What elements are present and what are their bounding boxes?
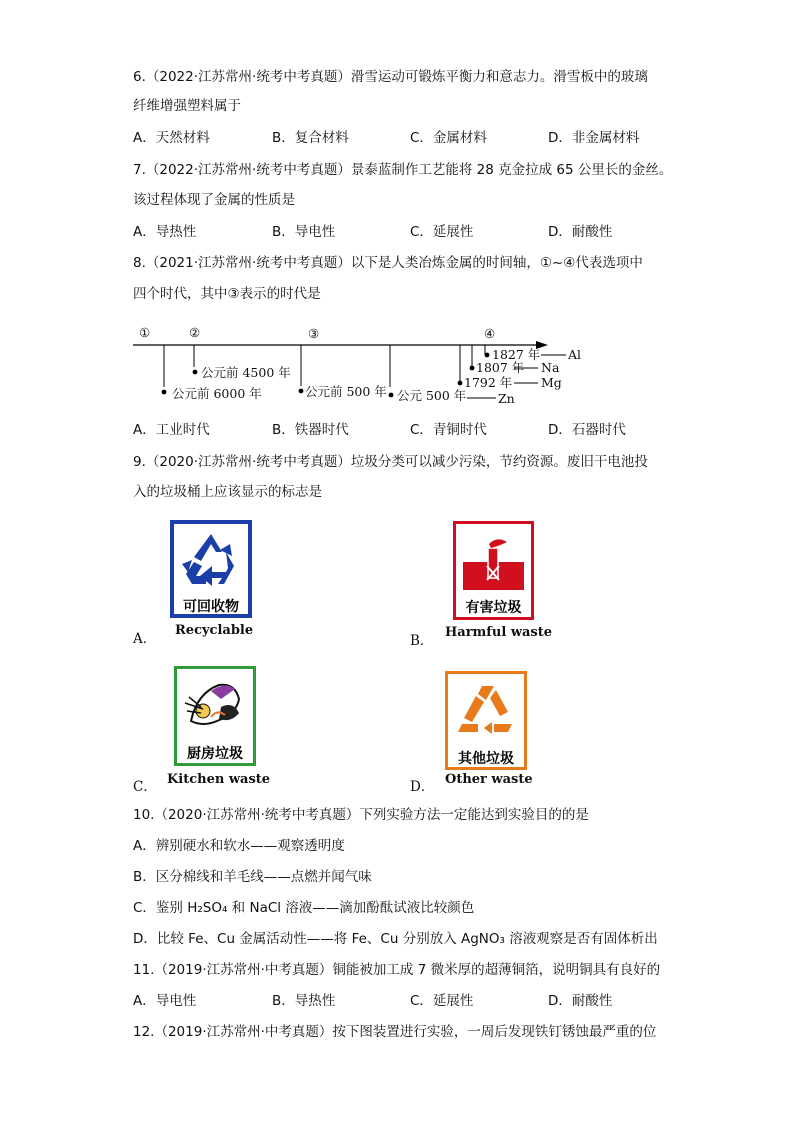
q11-option-b[interactable]: B．导热性 bbox=[272, 993, 336, 1009]
q9-option-a[interactable]: A． bbox=[133, 631, 157, 647]
timeline-metal-al: Al bbox=[568, 347, 582, 362]
sign-recyclable[interactable] bbox=[170, 520, 252, 618]
timeline-metal-na: Na bbox=[541, 360, 560, 375]
q8-option-d[interactable]: D．石器时代 bbox=[548, 422, 626, 438]
q10-option-a[interactable]: A．辨别硬水和软水——观察透明度 bbox=[133, 838, 345, 854]
sign-harmful[interactable] bbox=[453, 521, 534, 620]
q6-option-d[interactable]: D．非金属材料 bbox=[548, 130, 640, 146]
q8-option-c[interactable]: C．青铜时代 bbox=[410, 422, 487, 438]
sign-other[interactable] bbox=[445, 671, 527, 770]
timeline-metal-zn: Zn bbox=[498, 391, 515, 406]
q6-option-a[interactable]: A．天然材料 bbox=[133, 130, 210, 146]
timeline-lines bbox=[0, 0, 794, 420]
sign-recyclable-en: Recyclable bbox=[175, 623, 254, 638]
other-waste-icon bbox=[448, 682, 524, 744]
q10-stem: 10.（2020·江苏常州·统考中考真题）下列实验方法一定能达到实验目的的是 bbox=[133, 807, 589, 823]
q8-stem-line2: 四个时代，其中③表示的时代是 bbox=[133, 286, 321, 302]
q6-stem-line2: 纤维增强塑料属于 bbox=[133, 98, 241, 114]
sign-kitchen-en: Kitchen waste bbox=[167, 772, 271, 787]
q9-option-c[interactable]: C． bbox=[133, 779, 157, 795]
q8-option-a[interactable]: A．工业时代 bbox=[133, 422, 210, 438]
q8-option-b[interactable]: B．铁器时代 bbox=[272, 422, 349, 438]
sign-other-en: Other waste bbox=[445, 772, 533, 787]
sign-harmful-en: Harmful waste bbox=[445, 625, 553, 640]
timeline-year-1827: 1827 年 bbox=[492, 347, 541, 362]
q6-option-c[interactable]: C．金属材料 bbox=[410, 130, 487, 146]
q7-option-c[interactable]: C．延展性 bbox=[410, 224, 474, 240]
timeline-marker-3: ③ bbox=[308, 326, 320, 341]
timeline-label-4500bc: 公元前 4500 年 bbox=[201, 365, 291, 380]
sign-kitchen[interactable] bbox=[174, 666, 256, 766]
q8-timeline bbox=[0, 0, 794, 420]
harmful-panel bbox=[463, 532, 524, 590]
q7-stem-line2: 该过程体现了金属的性质是 bbox=[133, 192, 295, 208]
sign-kitchen-cn: 厨房垃圾 bbox=[187, 746, 243, 762]
sign-harmful-cn: 有害垃圾 bbox=[465, 600, 522, 616]
sign-other-cn: 其他垃圾 bbox=[458, 751, 514, 767]
sign-recyclable-cn: 可回收物 bbox=[183, 599, 239, 615]
q11-stem: 11.（2019·江苏常州·中考真题）铜能被加工成 7 微米厚的超薄铜箔，说明铜具有良好的 bbox=[133, 962, 661, 978]
timeline-marker-1: ① bbox=[139, 325, 151, 340]
q10-option-b[interactable]: B．区分棉线和羊毛线——点燃并闻气味 bbox=[133, 869, 372, 885]
q11-option-d[interactable]: D．耐酸性 bbox=[548, 993, 613, 1009]
q11-option-c[interactable]: C．延展性 bbox=[410, 993, 474, 1009]
timeline-marker-4: ④ bbox=[484, 326, 496, 341]
q9-stem-line2: 入的垃圾桶上应该显示的标志是 bbox=[133, 484, 322, 500]
q9-option-b[interactable]: B． bbox=[410, 633, 434, 649]
q10-option-d[interactable]: D．比较 Fe、Cu 金属活动性——将 Fe、Cu 分别放入 AgNO₃ 溶液观察是否有固体析出 bbox=[133, 931, 658, 947]
q7-option-a[interactable]: A．导热性 bbox=[133, 224, 197, 240]
timeline-year-1807: 1807 年 bbox=[476, 360, 525, 375]
timeline-label-500ad: 公元 500 年 bbox=[397, 388, 467, 403]
q8-stem-line1: 8.（2021·江苏常州·统考中考真题）以下是人类冶炼金属的时间轴，①~④代表选项中 bbox=[133, 255, 643, 271]
q7-option-b[interactable]: B．导电性 bbox=[272, 224, 336, 240]
timeline-label-6000bc: 公元前 6000 年 bbox=[172, 386, 262, 401]
recycle-icon bbox=[174, 528, 248, 596]
battery-hazard-icon bbox=[463, 532, 524, 590]
timeline-marker-2: ② bbox=[189, 325, 201, 340]
q7-option-d[interactable]: D．耐酸性 bbox=[548, 224, 613, 240]
food-waste-icon bbox=[177, 673, 253, 737]
q9-stem-line1: 9.（2020·江苏常州·统考中考真题）垃圾分类可以减少污染，节约资源。废旧干电池投 bbox=[133, 454, 648, 470]
timeline-year-1792: 1792 年 bbox=[464, 375, 513, 390]
q11-option-a[interactable]: A．导电性 bbox=[133, 993, 197, 1009]
q7-stem-line1: 7.（2022·江苏常州·统考中考真题）景泰蓝制作工艺能将 28 克金拉成 65 公里长的金丝。 bbox=[133, 162, 673, 178]
q10-option-c[interactable]: C．鉴别 H₂SO₄ 和 NaCl 溶液——滴加酚酞试液比较颜色 bbox=[133, 900, 475, 916]
timeline-label-500bc: 公元前 500 年 bbox=[305, 384, 387, 399]
timeline-metal-mg: Mg bbox=[541, 375, 562, 390]
q9-option-d[interactable]: D． bbox=[410, 779, 435, 795]
q6-option-b[interactable]: B．复合材料 bbox=[272, 130, 349, 146]
q12-stem: 12.（2019·江苏常州·中考真题）按下图装置进行实验，一周后发现铁钉锈蚀最严重的位 bbox=[133, 1024, 657, 1040]
q6-stem-line1: 6.（2022·江苏常州·统考中考真题）滑雪运动可锻炼平衡力和意志力。滑雪板中的玻璃 bbox=[133, 69, 648, 85]
